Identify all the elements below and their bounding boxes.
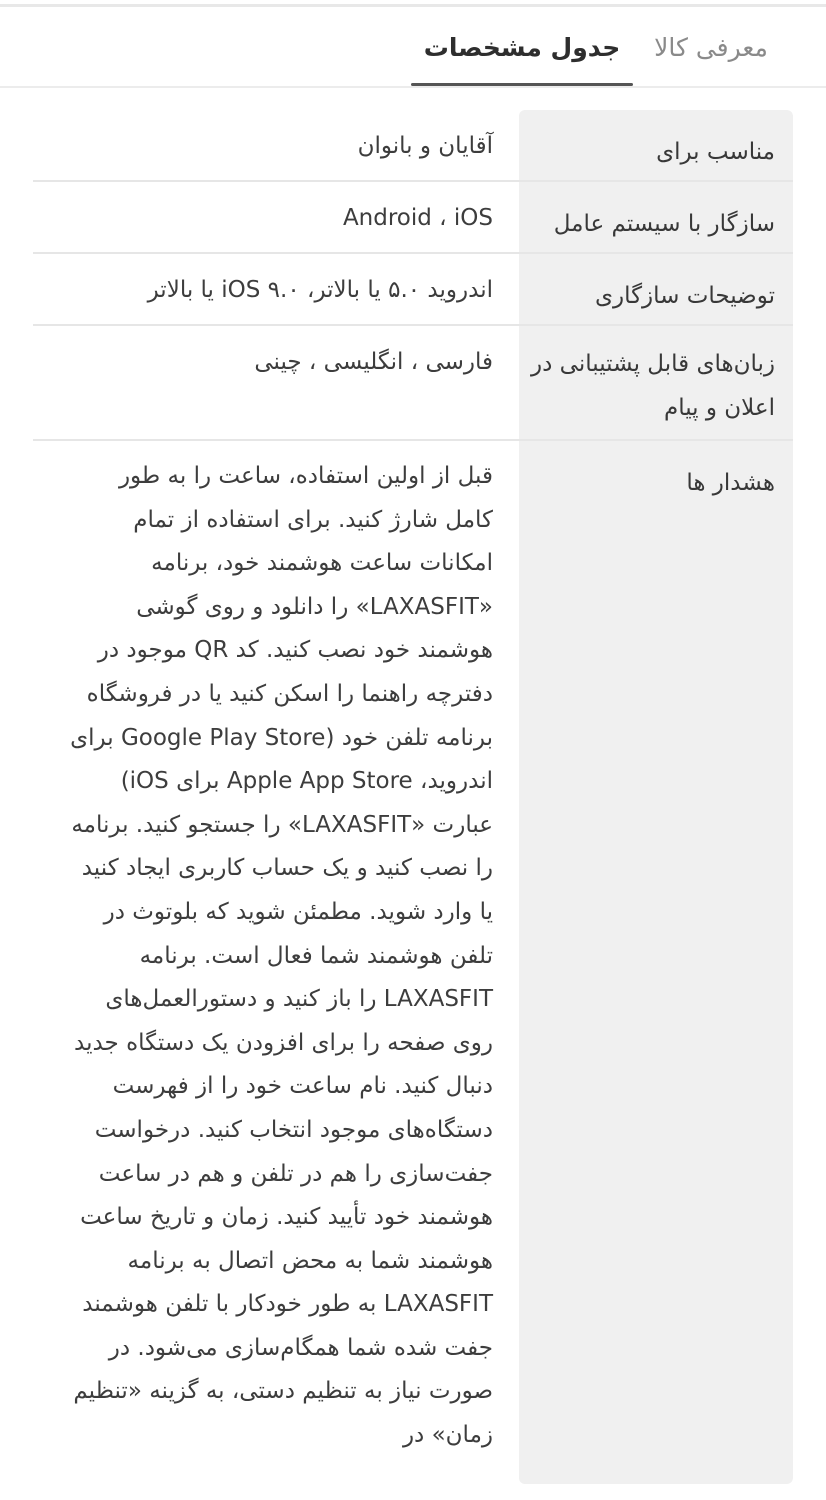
spec-label: هشدار ها bbox=[686, 470, 775, 496]
spec-row bbox=[33, 110, 793, 182]
spec-row-warnings bbox=[33, 441, 793, 1484]
spec-value: فارسی ، انگلیسی ، چینی bbox=[254, 349, 493, 375]
spec-value: Android ، iOS bbox=[342, 205, 493, 231]
spec-value: اندروید ۵.۰ یا بالاتر، iOS ۹.۰ یا بالاتر bbox=[147, 277, 493, 303]
tab-label: جدول مشخصات bbox=[423, 32, 621, 62]
tab-specifications[interactable] bbox=[411, 7, 633, 87]
spec-value-warnings-text: قبل از اولین استفاده، ساعت را به طور کامل شارژ کنید. برای استفاده از تمام امکانات ساعت هوشمند خود، برنامه «LAXASFIT» را دانلود و روی گوشی هوشمند خود نصب کنید. کد QR موجود در دفترچه راهنما را اسکن کنید یا در فروشگاه برنامه تلفن خود (Google Play Store برای اندروید، Apple App Store برای iOS) عبارت «LAXASFIT» را جستجو کنید. برنامه را نصب کنید و یک حساب کاربری ایجاد کنید یا وارد شوید. مطمئن شوید که بلوتوث در تلفن هوشمند شما فعال است. برنامه LAXASFIT را باز کنید و دستورالعمل‌های روی صفحه را برای افزودن یک دستگاه جدید دنبال کنید. نام ساعت خود را از فهرست دستگاه‌های موجود انتخاب کنید. درخواست جفت‌سازی را هم در تلفن و هم در ساعت هوشمند خود تأیید کنید. زمان و تاریخ ساعت هوشمند شما به محض اتصال به برنامه LAXASFIT به طور خودکار با تلفن هوشمند جفت شده شما همگام‌سازی می‌شود. در صورت نیاز به تنظیم دستی، به گزینه «تنظیم زمان» در bbox=[70, 463, 493, 1449]
spec-label: توضیحات سازگاری bbox=[594, 283, 775, 309]
spec-row bbox=[33, 182, 793, 254]
spec-row bbox=[33, 254, 793, 326]
spec-label: زبان‌های قابل پشتیبانی در اعلان و پیام bbox=[531, 351, 775, 421]
spec-row bbox=[33, 326, 793, 441]
tab-product-intro[interactable] bbox=[636, 7, 786, 87]
active-tab-indicator bbox=[411, 83, 633, 86]
tab-label: معرفی کالا bbox=[654, 32, 768, 62]
spec-value: آقایان و بانوان bbox=[357, 133, 493, 159]
spec-label: سازگار با سیستم عامل bbox=[553, 211, 775, 237]
spec-label: مناسب برای bbox=[656, 139, 775, 165]
specifications-table bbox=[33, 110, 793, 1484]
product-tabs bbox=[0, 7, 826, 88]
